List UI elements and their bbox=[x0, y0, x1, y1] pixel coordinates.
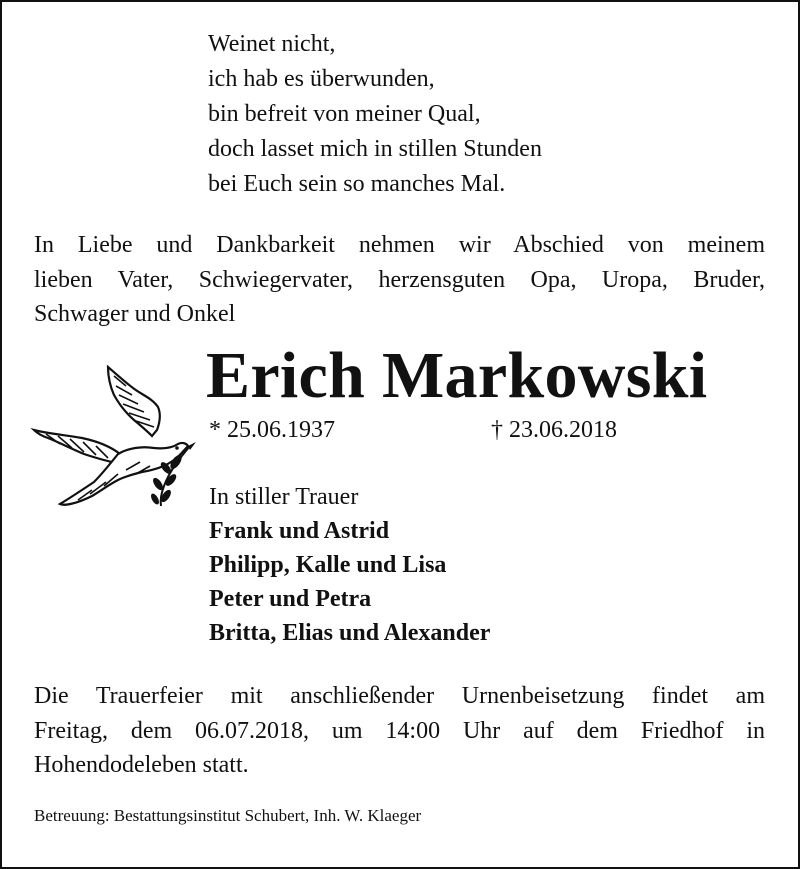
ceremony-line: Hohendodeleben statt. bbox=[34, 752, 249, 778]
deceased-name: Erich Markowski bbox=[206, 339, 708, 412]
poem-line: ich hab es überwunden, bbox=[208, 66, 435, 92]
intro-line: Schwager und Onkel bbox=[34, 301, 236, 327]
mourner-family: Britta, Elias und Alexander bbox=[209, 620, 491, 646]
mourner-family: Frank und Astrid bbox=[209, 518, 390, 544]
death-date: † 23.06.2018 bbox=[491, 417, 617, 443]
mourner-family: Philipp, Kalle und Lisa bbox=[209, 552, 447, 578]
ceremony-line: Freitag, dem 06.07.2018, um 14:00 Uhr auf dem Friedhof in bbox=[34, 717, 765, 744]
poem-line: doch lasset mich in stillen Stunden bbox=[208, 136, 542, 162]
poem-line: bin befreit von meiner Qual, bbox=[208, 101, 481, 127]
intro-line: lieben Vater, Schwiegervater, herzensguten Opa, Uropa, Bruder, bbox=[34, 266, 765, 293]
mourners bbox=[209, 480, 490, 650]
poem bbox=[208, 27, 542, 202]
funeral-home-credit: Betreuung: Bestattungsinstitut Schubert, Inh. W. Klaeger bbox=[34, 806, 422, 825]
ceremony-info bbox=[34, 679, 765, 783]
intro-line: In Liebe und Dankbarkeit nehmen wir Abschied von meinem bbox=[34, 232, 765, 258]
dove-with-olive-branch-icon bbox=[30, 362, 200, 507]
poem-line: Weinet nicht, bbox=[208, 31, 336, 57]
mourner-family: Peter und Petra bbox=[209, 586, 372, 612]
ceremony-line: Die Trauerfeier mit anschließender Urnenbeisetzung findet am bbox=[34, 683, 765, 709]
intro-text bbox=[34, 228, 765, 332]
mourners-heading: In stiller Trauer bbox=[209, 484, 359, 510]
poem-line: bei Euch sein so manches Mal. bbox=[208, 171, 506, 197]
birth-date: * 25.06.1937 bbox=[209, 417, 335, 443]
